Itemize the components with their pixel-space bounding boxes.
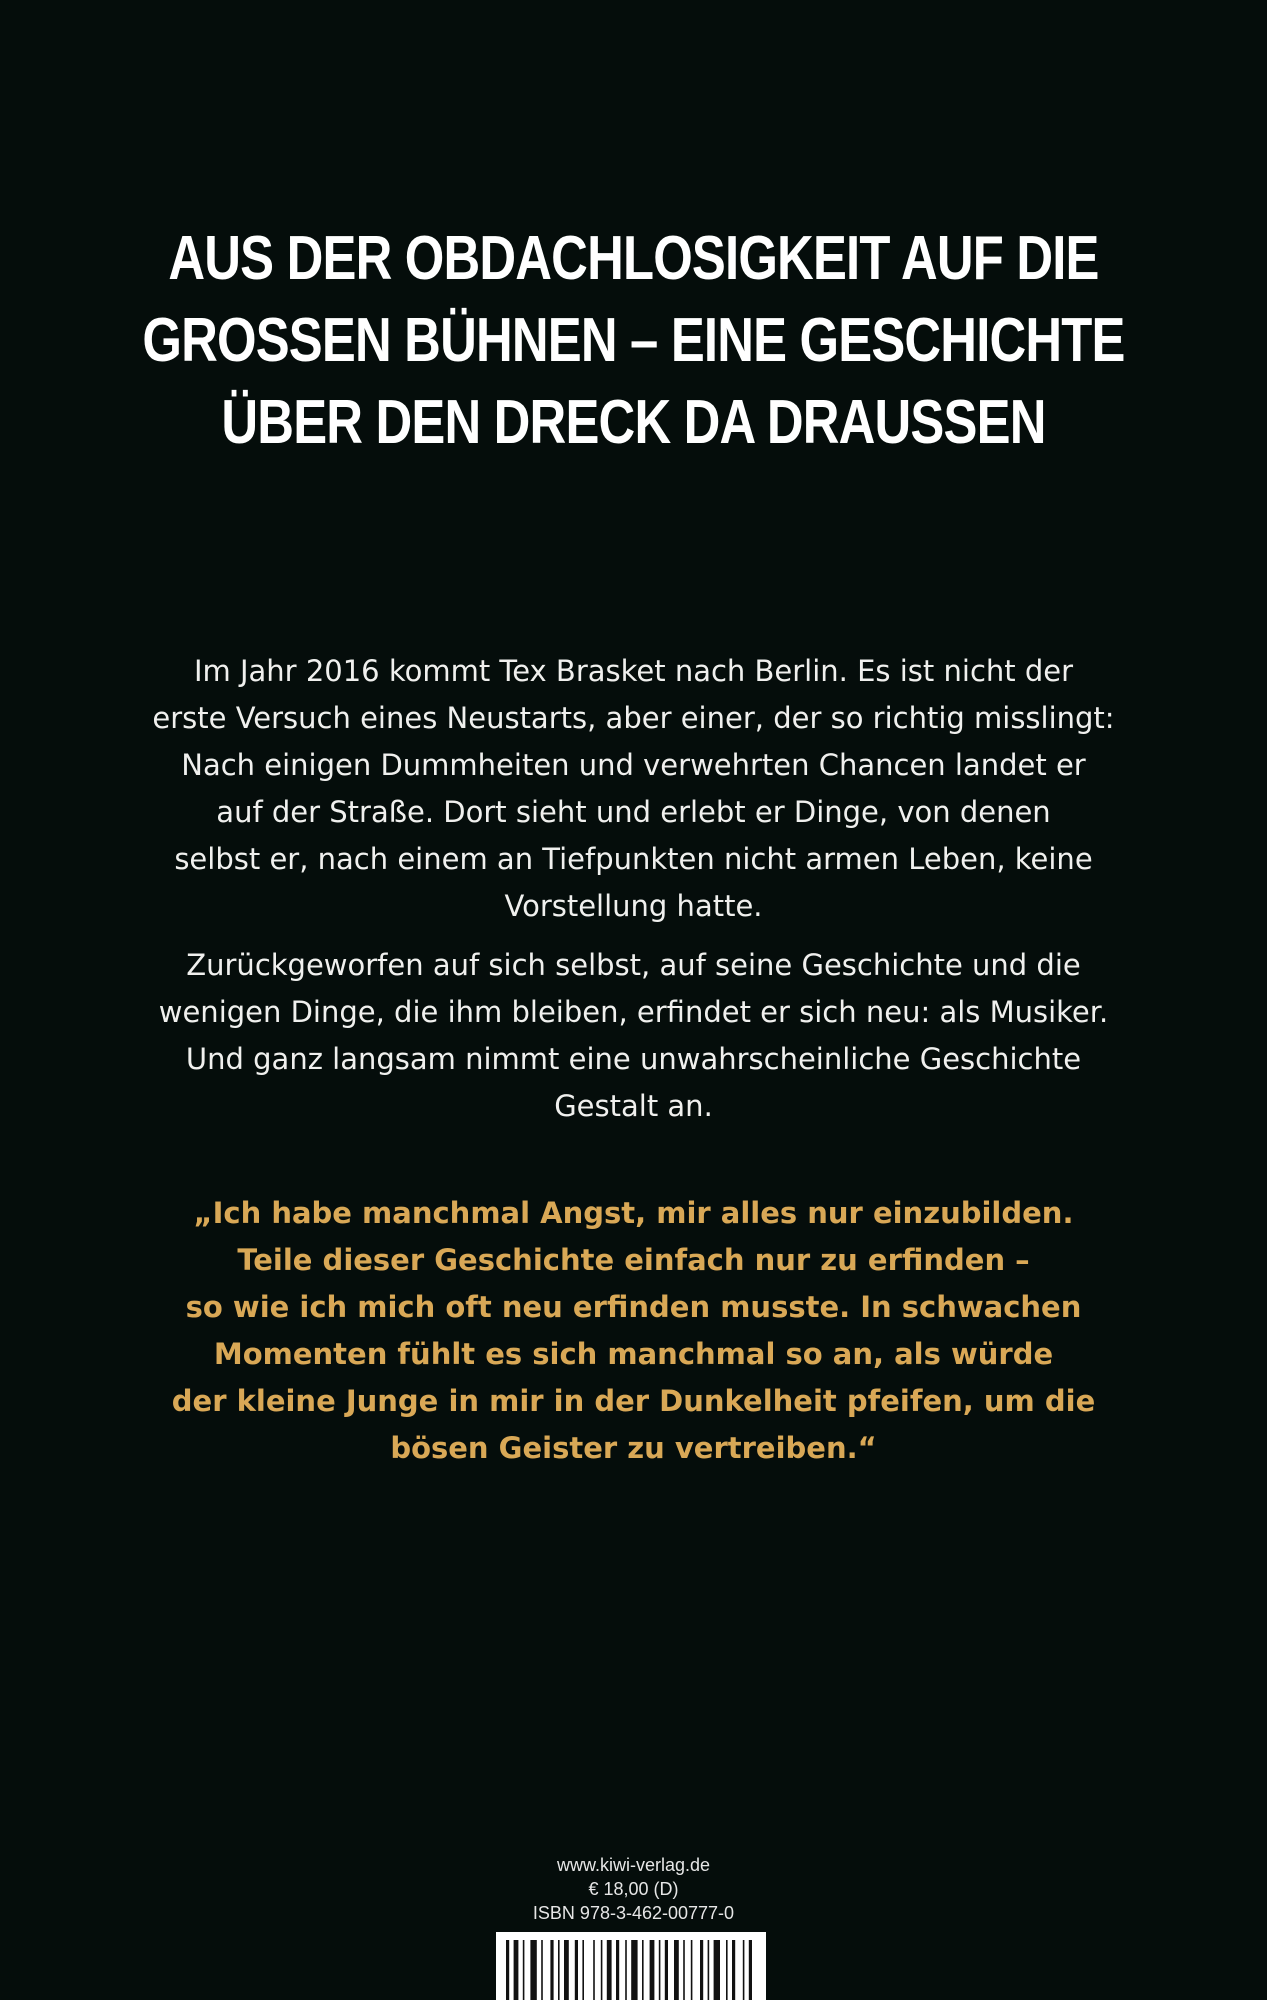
blurb-line: auf der Straße. Dort sieht und erlebt er Dinge, von denen xyxy=(216,795,1051,829)
barcode-bar xyxy=(558,1940,560,2000)
blurb-paragraph-2 xyxy=(150,942,1117,1130)
quote-line: „Ich habe manchmal Angst, mir alles nur einzubilden. xyxy=(193,1196,1074,1230)
barcode-bar xyxy=(601,1940,603,2000)
barcode-bar xyxy=(575,1940,578,2000)
barcode-bar xyxy=(749,1940,752,2000)
headline-line: GROSSEN BÜHNEN – EINE GESCHICHTE xyxy=(142,306,1125,375)
barcode-bar xyxy=(582,1940,584,2000)
blurb-line: Nach einigen Dummheiten und verwehrten Chancen landet er xyxy=(181,748,1086,782)
barcode-bar xyxy=(506,1940,509,2000)
barcode-bar xyxy=(541,1940,543,2000)
blurb-paragraph-1 xyxy=(150,648,1117,930)
barcode-bar xyxy=(593,1940,595,2000)
headline-line: ÜBER DEN DRECK DA DRAUSSEN xyxy=(221,388,1046,457)
quote-line: Momenten fühlt es sich manchmal so an, als würde xyxy=(213,1337,1054,1371)
imprint xyxy=(0,1853,1267,1925)
barcode xyxy=(496,1932,766,2000)
barcode-bar xyxy=(564,1940,569,2000)
barcode-bar xyxy=(743,1940,745,2000)
barcode-bar xyxy=(642,1940,644,2000)
barcode-bar xyxy=(523,1940,525,2000)
headline-line: AUS DER OBDACHLOSIGKEIT AUF DIE xyxy=(168,224,1099,293)
blurb-line: wenigen Dinge, die ihm bleiben, erfindet er sich neu: als Musiker. xyxy=(158,995,1109,1029)
publisher-website: www.kiwi-verlag.de xyxy=(556,1855,711,1875)
barcode-bar xyxy=(514,1940,519,2000)
quote-line: so wie ich mich oft neu erfinden musste. In schwachen xyxy=(185,1290,1082,1324)
barcode-bar xyxy=(530,1940,536,2000)
blurb-line: Gestalt an. xyxy=(554,1089,713,1123)
blurb-line: Vorstellung hatte. xyxy=(504,889,763,923)
barcode-bar xyxy=(625,1940,627,2000)
barcode-bar xyxy=(550,1940,553,2000)
barcode-bar xyxy=(607,1940,612,2000)
barcode-bar xyxy=(665,1940,668,2000)
headline xyxy=(114,218,1153,464)
barcode-bar xyxy=(691,1940,693,2000)
author-quote xyxy=(150,1190,1117,1472)
barcode-bar xyxy=(674,1940,679,2000)
blurb-line: erste Versuch eines Neustarts, aber einer, der so richtig misslingt: xyxy=(152,701,1115,735)
barcode-bar xyxy=(631,1940,637,2000)
barcode-bar xyxy=(714,1940,720,2000)
isbn: ISBN 978-3-462-00777-0 xyxy=(532,1903,735,1923)
barcode-bar xyxy=(726,1940,728,2000)
price: € 18,00 (D) xyxy=(588,1879,679,1899)
quote-line: bösen Geister zu vertreiben.“ xyxy=(390,1431,877,1465)
blurb-line: Und ganz langsam nimmt eine unwahrscheinliche Geschichte xyxy=(185,1042,1082,1076)
blurb-line: Zurückgeworfen auf sich selbst, auf seine Geschichte und die xyxy=(186,948,1081,982)
barcode-bar xyxy=(616,1940,619,2000)
quote-line: Teile dieser Geschichte einfach nur zu erfinden – xyxy=(237,1243,1030,1277)
quote-line: der kleine Junge in mir in der Dunkelheit pfeifen, um die xyxy=(171,1384,1096,1418)
barcode-bar xyxy=(732,1940,735,2000)
blurb-line: selbst er, nach einem an Tiefpunkten nicht armen Leben, keine xyxy=(174,842,1093,876)
blurb-line: Im Jahr 2016 kommt Tex Brasket nach Berlin. Es ist nicht der xyxy=(193,654,1074,688)
barcode-bar xyxy=(700,1940,703,2000)
barcode-bar xyxy=(683,1940,685,2000)
barcode-icon xyxy=(496,1932,766,2000)
barcode-bar xyxy=(708,1940,710,2000)
barcode-bar xyxy=(650,1940,655,2000)
barcode-bar xyxy=(659,1940,661,2000)
